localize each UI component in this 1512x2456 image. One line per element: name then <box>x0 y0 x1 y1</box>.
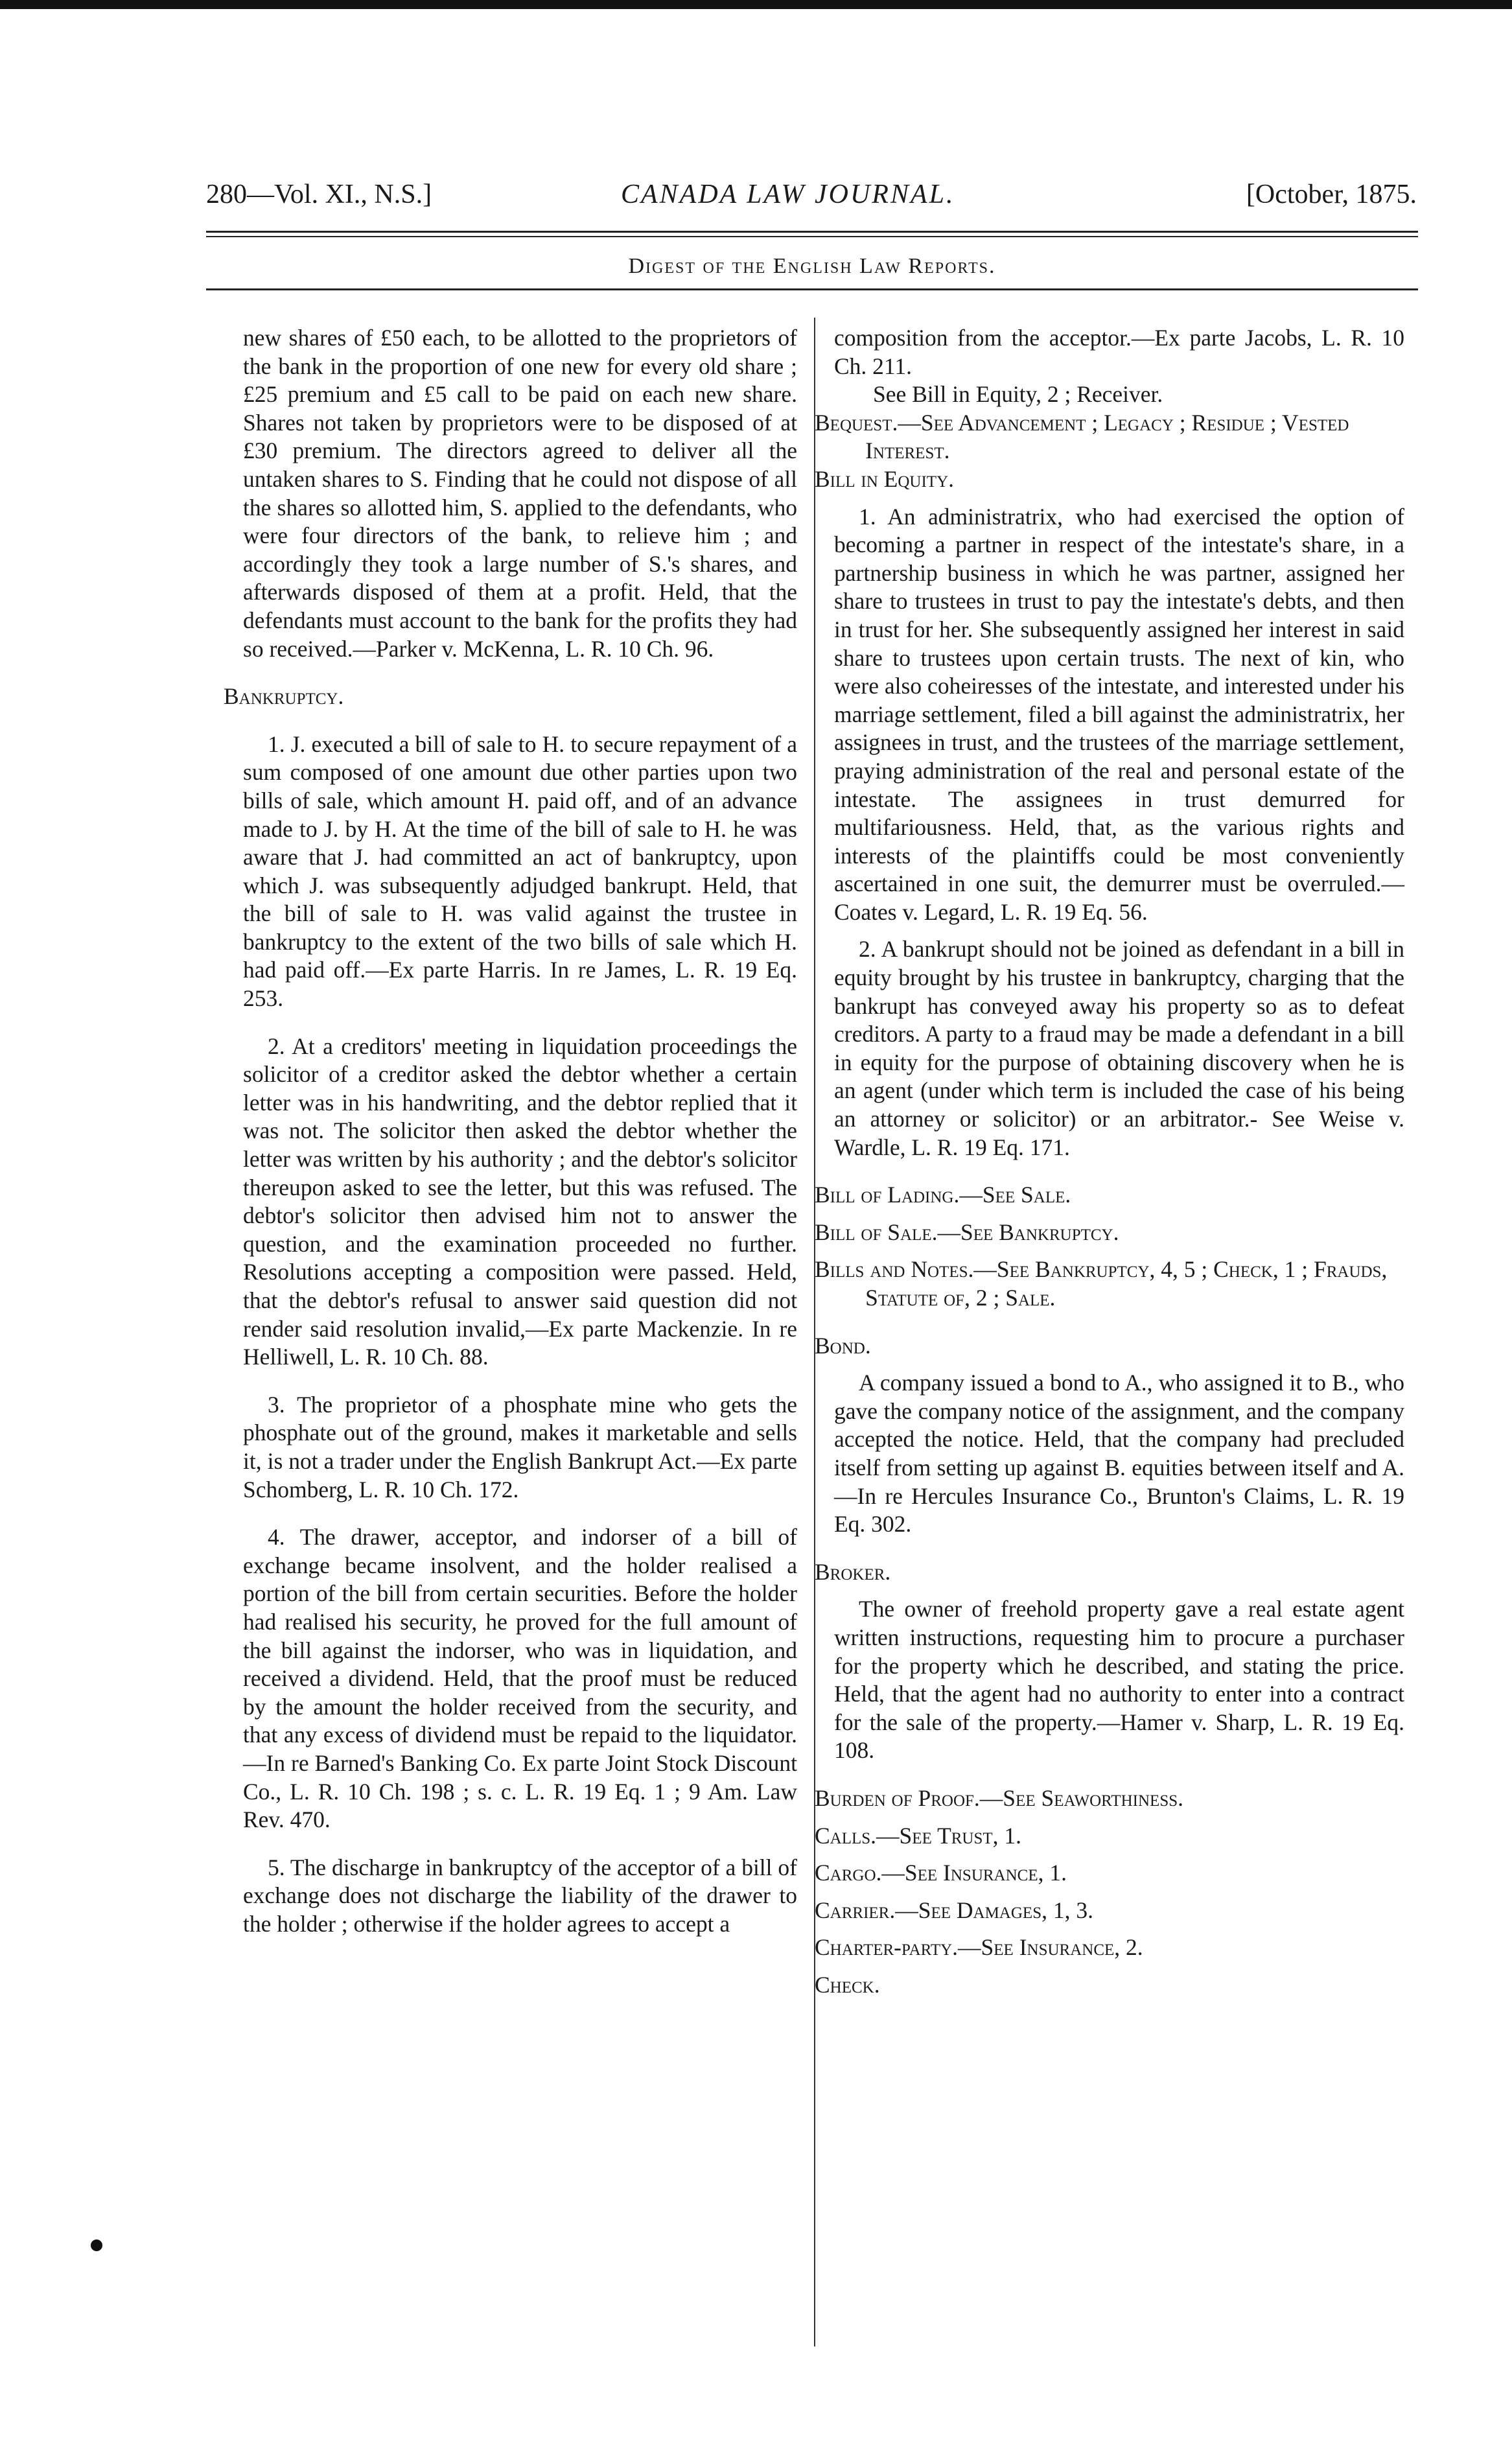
heading-bond: Bond. <box>815 1332 871 1359</box>
journal-title: CANADA LAW JOURNAL. <box>621 180 955 209</box>
heading-burden-of-proof: Burden of Proof.—See Seaworthiness. <box>815 1784 1184 1811</box>
bankruptcy-entry-5: 5. The discharge in bankruptcy of the acceptor of a bill of exchange does not discharge the liability of the drawer to the holder ; otherwise if the holder agrees to accept a <box>243 1854 797 1937</box>
bankruptcy-entry-2: 2. At a creditors' meeting in liquidation proceedings the solicitor of a creditor asked the debtor whether a certain letter was in his handwriting, and the debtor replied that it was not. The solicitor then asked the debtor whether the letter was written by his authority ; and the debtor's solicitor thereupon asked to see the letter, but this was refused. The debtor's solicitor then advised him not to answer the question, and the examination proceeded no further. Resolutions accepting a composition were passed. Held, that the debtor's refusal to answer said question did not render said resolution invalid,—Ex parte Mackenzie. In re Helliwell, L. R. 10 Ch. 88. <box>243 1033 797 1370</box>
heading-broker: Broker. <box>815 1558 891 1585</box>
heading-bequest: Bequest.—See Advancement ; Legacy ; Residue ; Vested Interest. <box>815 409 1349 464</box>
heading-bill-of-sale: Bill of Sale.—See Bankruptcy. <box>815 1219 1119 1245</box>
header-rule <box>206 231 1418 233</box>
heading-bill-in-equity: Bill in Equity. <box>815 465 954 492</box>
bond-entry: A company issued a bond to A., who assigned it to B., who gave the company notice of the assignment, and the company accepted the notice. Held, that the company had precluded itself from setting up against B. equities between itself and A.—In re Hercules Insurance Co., Brunton's Claims, L. R. 19 Eq. 302. <box>834 1370 1404 1538</box>
heading-bankruptcy: Bankruptcy. <box>224 683 344 710</box>
heading-bills-and-notes: Bills and Notes.—See Bankruptcy, 4, 5 ; Check, 1 ; Frauds, Statute of, 2 ; Sale. <box>815 1256 1388 1311</box>
bankruptcy-entry-1: 1. J. executed a bill of sale to H. to secure repayment of a sum composed of one amount due other parties upon two bills of sale, which amount H. paid off, and of an advance made to J. by H. At the time of the bill of sale to H. he was aware that J. had committed an act of bankruptcy, upon which J. was subsequently adjudged bankrupt. Held, that the bill of sale to H. was valid against the trustee in bankruptcy to the extent of the two bills of sale which H. had paid off.—Ex parte Harris. In re James, L. R. 19 Eq. 253. <box>243 731 797 1012</box>
heading-bill-of-lading: Bill of Lading.—See Sale. <box>815 1182 1071 1208</box>
heading-cargo: Cargo.—See Insurance, 1. <box>815 1860 1067 1886</box>
broker-entry: The owner of freehold property gave a real estate agent written instructions, requesting him to procure a purchaser for the property which he described, and stating the price. Held, that the agent had no authority to enter into a contract for the sale of the property.—Hamer v. Sharp, L. R. 19 Eq. 108. <box>834 1596 1404 1764</box>
left-column <box>224 324 797 1938</box>
bill-in-equity-entry-2: 2. A bankrupt should not be joined as defendant in a bill in equity brought by his trustee in bankruptcy, charging that the bankrupt has conveyed away his property so as to defeat creditors. A party to a fraud may be made a defendant in a bill in equity for the purpose of obtaining discovery when he is an agent (under which term is included the case of his being an attorney or solicitor) or an arbitrator.- See Weise v. Wardle, L. R. 19 Eq. 171. <box>834 936 1404 1160</box>
margin-mark <box>91 2240 102 2251</box>
heading-charter-party: Charter-party.—See Insurance, 2. <box>815 1934 1143 1961</box>
header-rule-double <box>206 236 1418 237</box>
top-border <box>0 0 1512 9</box>
continued-entry: composition from the acceptor.—Ex parte Jacobs, L. R. 10 Ch. 211. <box>834 325 1404 379</box>
cross-reference-receiver: See Bill in Equity, 2 ; Receiver. <box>873 381 1163 408</box>
bankruptcy-entry-3: 3. The proprietor of a phosphate mine who gets the phosphate out of the ground, makes it marketable and sells it, is not a trader under the English Bankrupt Act.—Ex parte Schomberg, L. R. 10 Ch. 172. <box>243 1391 797 1503</box>
bankruptcy-entry-4: 4. The drawer, acceptor, and indorser of a bill of exchange became insolvent, and the holder realised a portion of the bill from certain securities. Before the holder had realised his security, he proved for the full amount of the bill against the indorser, who was in liquidation, and received a dividend. Held, that the proof must be reduced by the amount the holder received from the security, and that any excess of dividend must be repaid to the liquidator.—In re Barned's Banking Co. Ex parte Joint Stock Discount Co., L. R. 10 Ch. 198 ; s. c. L. R. 19 Eq. 1 ; 9 Am. Law Rev. 470. <box>243 1524 797 1833</box>
bill-in-equity-entry-1: 1. An administratrix, who had exercised the option of becoming a partner in respect of the intestate's share, in a partnership business in which he was partner, assigned her share to trustees in trust to pay the intestate's debts, and then in trust for her. She subsequently assigned her interest in said share to trustees upon certain trusts. The next of kin, who were also coheiresses of the intestate, and interested under his marriage settlement, filed a bill against the administratrix, her assignees in trust, and the trustees of the marriage settlement, praying administration of the real and personal estate of the intestate. The assignees in trust demurred for multifariousness. Held, that, as the various rights and interests of the plaintiffs could be most conveniently ascertained in one suit, the demurrer must be overruled.—Coates v. Legard, L. R. 19 Eq. 56. <box>834 503 1404 925</box>
section-title: Digest of the English Law Reports. <box>628 254 996 278</box>
heading-check: Check. <box>815 1971 880 1998</box>
running-header <box>206 179 1417 224</box>
section-rule <box>206 288 1418 290</box>
right-column <box>815 324 1404 1999</box>
page-volume: 280—Vol. XI., N.S.] <box>206 180 432 209</box>
heading-carrier: Carrier.—See Damages, 1, 3. <box>815 1897 1093 1923</box>
continued-entry: new shares of £50 each, to be allotted to the proprietors of the bank in the proportion of one new for every old share ; £25 premium and £5 call to be paid on each new share. Shares not taken by proprietors were to be disposed of at £30 premium. The directors agreed to deliver all the untaken shares to S. Finding that he could not dispose of all the shares so allotted him, S. applied to the defendants, who were four directors of the bank, to relieve him ; and accordingly they took a large number of S.'s shares, and afterwards disposed of them at a profit. Held, that the defendants must account to the bank for the profits they had so received.—Parker v. McKenna, L. R. 10 Ch. 96. <box>243 325 797 662</box>
issue-date: [October, 1875. <box>1246 180 1417 209</box>
heading-calls: Calls.—See Trust, 1. <box>815 1822 1022 1849</box>
